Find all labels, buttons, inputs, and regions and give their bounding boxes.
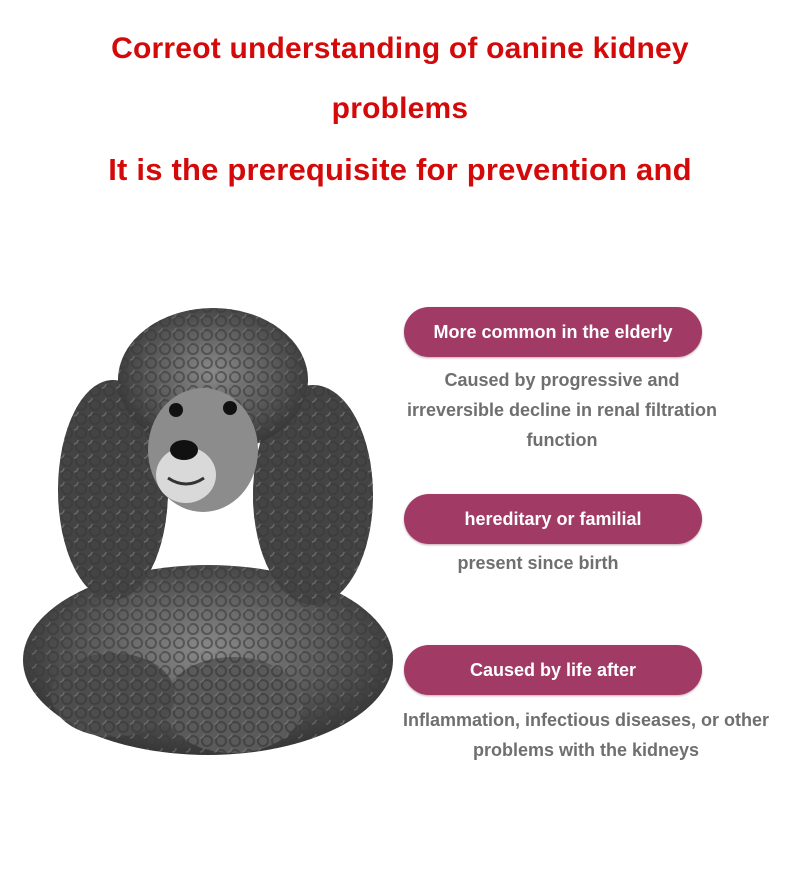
cause-description-elderly: Caused by progressive and irreversible decline in renal filtration function [406,370,718,450]
headline-line-3: It is the prerequisite for prevention and [108,152,692,187]
poodle-photo [18,300,398,770]
cause-label-acquired: Caused by life after [404,645,702,695]
headline-line-1: Correot understanding of oanine kidney [111,32,689,65]
cause-label-hereditary: hereditary or familial [404,494,702,544]
cause-description-hereditary: present since birth [457,553,619,573]
cause-label-elderly: More common in the elderly [404,307,702,357]
headline-line-2: problems [331,92,469,125]
cause-description-acquired: Inflammation, infectious diseases, or other problems with the kidneys [402,710,770,760]
